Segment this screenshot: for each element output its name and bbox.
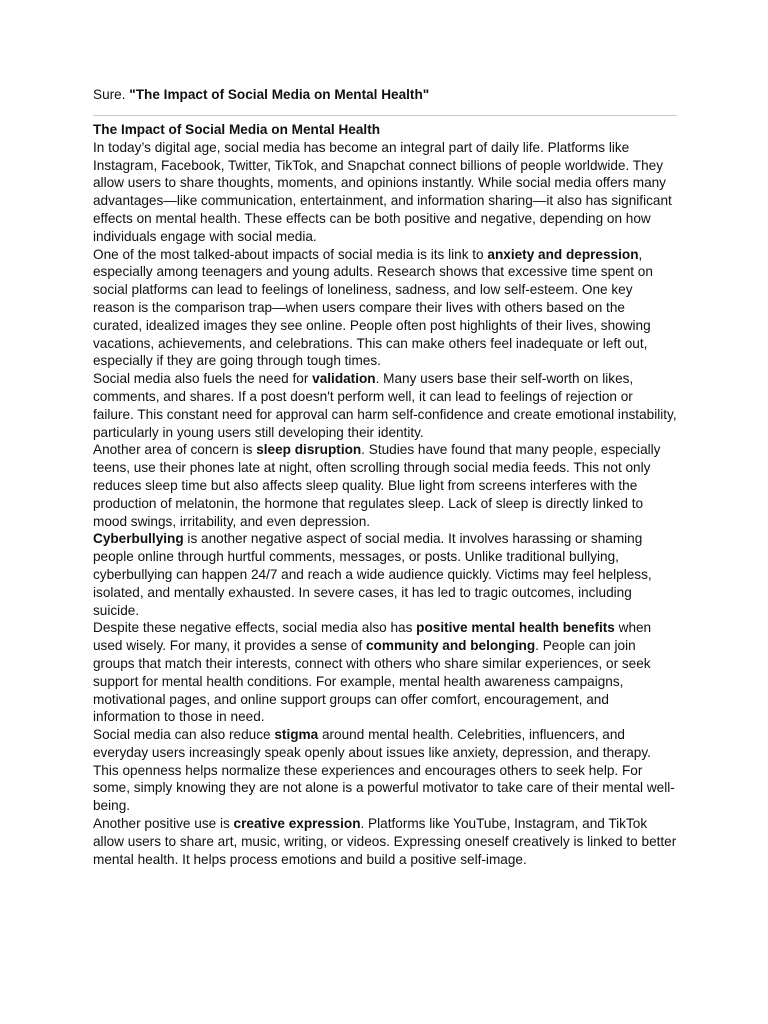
paragraph-text: . Studies have found that many people, especially teens, use their phones late at night, often scrolling through social media feeds. This not only reduces sleep time but also affects sleep quality. Blue light from screens interferes with the production of melatonin, the hormone that regulates sleep. Lack of sleep is directly linked to mood swings, irritability, and even depression. xyxy=(93,442,661,529)
paragraph-text: is another negative aspect of social media. It involves harassing or shaming people online through hurtful comments, messages, or posts. Unlike traditional bullying, cyberbullying can happen 24/7 and reach a wide audience quickly. Victims may feel helpless, isolated, and mentally exhausted. In severe cases, it has led to tragic outcomes, including suicide. xyxy=(93,531,652,618)
paragraph-text: Social media also fuels the need for xyxy=(93,371,313,387)
emphasis-text: anxiety and depression xyxy=(487,246,639,262)
body-paragraph xyxy=(93,726,677,815)
paragraph-text: Social media can also reduce xyxy=(93,727,275,743)
body-paragraph xyxy=(93,530,677,619)
emphasis-text: creative expression xyxy=(233,816,361,832)
emphasis-text: stigma xyxy=(274,727,319,743)
paragraph-text: . People can join groups that match their interests, connect with others who share similar experiences, or seek support for mental health conditions. For example, mental health awareness campaigns, motivational pages, and online support groups can offer comfort, encouragement, and information to those in need. xyxy=(93,638,651,725)
paragraph-text: Another positive use is xyxy=(93,816,234,832)
article-title: The Impact of Social Media on Mental Health xyxy=(93,122,381,137)
emphasis-text: positive mental health benefits xyxy=(416,620,615,636)
paragraph-text: . Platforms like YouTube, Instagram, and TikTok allow users to share art, music, writing, or videos. Expressing oneself creatively is linked to better mental health. It helps process emotions and build a positive self-image. xyxy=(93,816,677,867)
body-paragraph xyxy=(93,139,677,246)
article-body xyxy=(93,139,677,869)
intro-quoted-title: "The Impact of Social Media on Mental Health" xyxy=(129,87,430,102)
paragraph-text: Another area of concern is xyxy=(93,442,257,458)
emphasis-text: validation xyxy=(312,371,376,387)
paragraph-text: Despite these negative effects, social media also has xyxy=(93,620,417,636)
intro-prefix: Sure. xyxy=(93,87,130,102)
body-paragraph xyxy=(93,441,677,530)
paragraph-text: . Many users base their self-worth on likes, comments, and shares. If a post doesn't perform well, it can lead to feelings of rejection or failure. This constant need for approval can harm self-confidence and create emotional instability, particularly in young users still developing their identity. xyxy=(93,371,677,440)
intro-line xyxy=(93,86,677,104)
document-page xyxy=(93,86,677,868)
body-paragraph xyxy=(93,246,677,371)
body-paragraph xyxy=(93,619,677,726)
body-paragraph xyxy=(93,815,677,868)
paragraph-text: One of the most talked-about impacts of social media is its link to xyxy=(93,246,488,262)
emphasis-text: community and belonging xyxy=(366,638,536,654)
paragraph-text: In today’s digital age, social media has become an integral part of daily life. Platforms like Instagram, Facebook, Twitter, TikTok, and Snapchat connect billions of people worldwide. They allow users to share thoughts, moments, and opinions instantly. While social media offers many advantages—like communication, entertainment, and information sharing—it also has significant effects on mental health. These effects can be both positive and negative, depending on how individuals engage with social media. xyxy=(93,139,672,244)
horizontal-divider xyxy=(93,115,677,116)
paragraph-text: , especially among teenagers and young adults. Research shows that excessive time spent on social platforms can lead to feelings of loneliness, sadness, and low self-esteem. One key reason is the comparison trap—when users compare their lives with others based on the curated, idealized images they see online. People often post highlights of their lives, showing vacations, achievements, and celebrations. This can make others feel inadequate or left out, especially if they are going through tough times. xyxy=(93,246,653,369)
paragraph-text: when used wisely. For many, it provides a sense of xyxy=(93,620,652,654)
paragraph-text: around mental health. Celebrities, influencers, and everyday users increasingly speak openly about issues like anxiety, depression, and therapy. This openness helps normalize these experiences and encourages others to seek help. For some, simply knowing they are not alone is a powerful motivator to take care of their mental well-being. xyxy=(93,727,675,814)
emphasis-text: Cyberbullying xyxy=(93,531,184,547)
body-paragraph xyxy=(93,370,677,441)
emphasis-text: sleep disruption xyxy=(256,442,362,458)
